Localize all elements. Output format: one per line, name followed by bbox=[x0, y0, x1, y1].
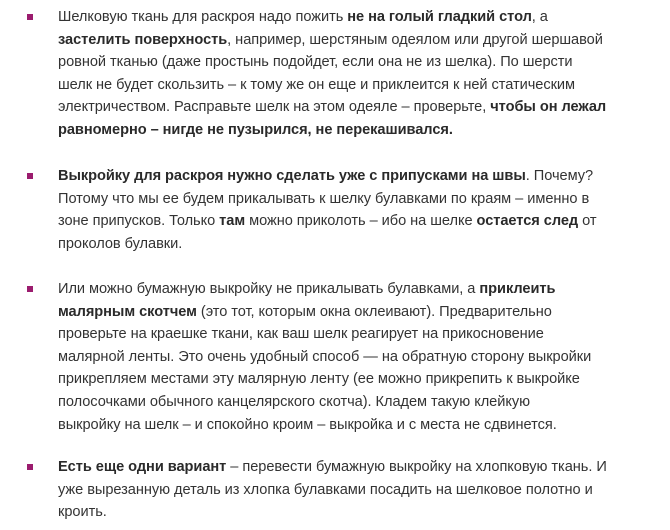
list-item bbox=[58, 6, 616, 142]
list-item bbox=[58, 278, 616, 436]
text-line bbox=[58, 368, 616, 391]
text: электричеством. Расправьте шелк на этом одеяле – проверьте, bbox=[58, 99, 491, 116]
text: Потому что мы ее будем прикалывать к шелку булавками по краям – именно в bbox=[58, 190, 590, 207]
bold-text: чтобы он лежал bbox=[490, 99, 607, 116]
text: , а bbox=[531, 9, 548, 25]
text: прикрепляем местами эту малярную ленту (ее можно прикрепить к выкройке bbox=[58, 371, 580, 388]
text-line bbox=[58, 301, 616, 324]
text: полосочками обычного канцелярского скотча). Кладем такую клейкую bbox=[58, 393, 530, 410]
text-line bbox=[58, 165, 616, 188]
bold-text: равномерно – нигде не пузырился, не перекашивался. bbox=[58, 121, 453, 138]
text: уже вырезанную деталь из хлопка булавками посадить на шелковое полотно и bbox=[58, 481, 593, 498]
text: выкройку на шелк – и спокойно кроим – выкройка и с места не сдвинется. bbox=[58, 416, 557, 433]
text: проколов булавки. bbox=[58, 235, 183, 252]
text: малярной ленты. Это очень удобный способ — на обратную сторону выкройки bbox=[58, 348, 592, 365]
text: можно приколоть – ибо на шелке bbox=[245, 213, 477, 230]
text: , например, шерстяным одеялом или другой шершавой bbox=[227, 31, 603, 48]
square-bullet-icon bbox=[27, 173, 33, 179]
bold-text: застелить поверхность bbox=[58, 31, 228, 48]
bold-text: малярным скотчем bbox=[58, 303, 197, 320]
text: ровной тканью (даже простынь подойдет, если она не из шелка). По шерсти bbox=[58, 54, 573, 71]
square-bullet-icon bbox=[27, 464, 33, 470]
text-line bbox=[58, 51, 616, 74]
text-line bbox=[58, 96, 616, 119]
text: шелк не будет скользить – к тому же он еще и приклеится к ней статическим bbox=[58, 76, 575, 93]
bold-text: остается след bbox=[476, 213, 579, 230]
text-line bbox=[58, 479, 616, 502]
text: (это тот, которым окна оклеивают). Предварительно bbox=[196, 303, 552, 320]
text-line bbox=[58, 456, 616, 479]
square-bullet-icon bbox=[27, 14, 33, 20]
bold-text: не на голый гладкий стол bbox=[347, 9, 532, 25]
list-item bbox=[58, 165, 616, 255]
text-line bbox=[58, 29, 616, 52]
text: – перевести бумажную выкройку на хлопковую ткань. И bbox=[226, 459, 607, 475]
text-line bbox=[58, 278, 616, 301]
text: кроить. bbox=[58, 504, 107, 521]
text-line bbox=[58, 323, 616, 346]
text-line bbox=[58, 501, 616, 524]
text: зоне припусков. Только bbox=[58, 213, 220, 230]
text-line bbox=[58, 414, 616, 437]
text-line bbox=[58, 188, 616, 211]
text: . Почему? bbox=[525, 168, 594, 184]
bold-text: там bbox=[219, 213, 246, 230]
text-line bbox=[58, 6, 616, 29]
text-line bbox=[58, 346, 616, 369]
text-line bbox=[58, 233, 616, 256]
text: от bbox=[578, 213, 597, 230]
text: Шелковую ткань для раскроя надо пожить bbox=[58, 9, 348, 25]
text-line bbox=[58, 119, 616, 142]
text: проверьте на краешке ткани, как ваш шелк реагирует на прикосновение bbox=[58, 326, 544, 343]
bold-text: Выкройку для раскроя нужно сделать уже с припусками на швы bbox=[58, 168, 526, 184]
square-bullet-icon bbox=[27, 286, 33, 292]
text-line bbox=[58, 210, 616, 233]
text-line bbox=[58, 74, 616, 97]
list-item bbox=[58, 456, 616, 524]
bold-text: Есть еще одни вариант bbox=[58, 459, 227, 475]
text-line bbox=[58, 391, 616, 414]
text: Или можно бумажную выкройку не прикалывать булавками, а bbox=[58, 281, 480, 297]
bold-text: приклеить bbox=[479, 281, 556, 297]
